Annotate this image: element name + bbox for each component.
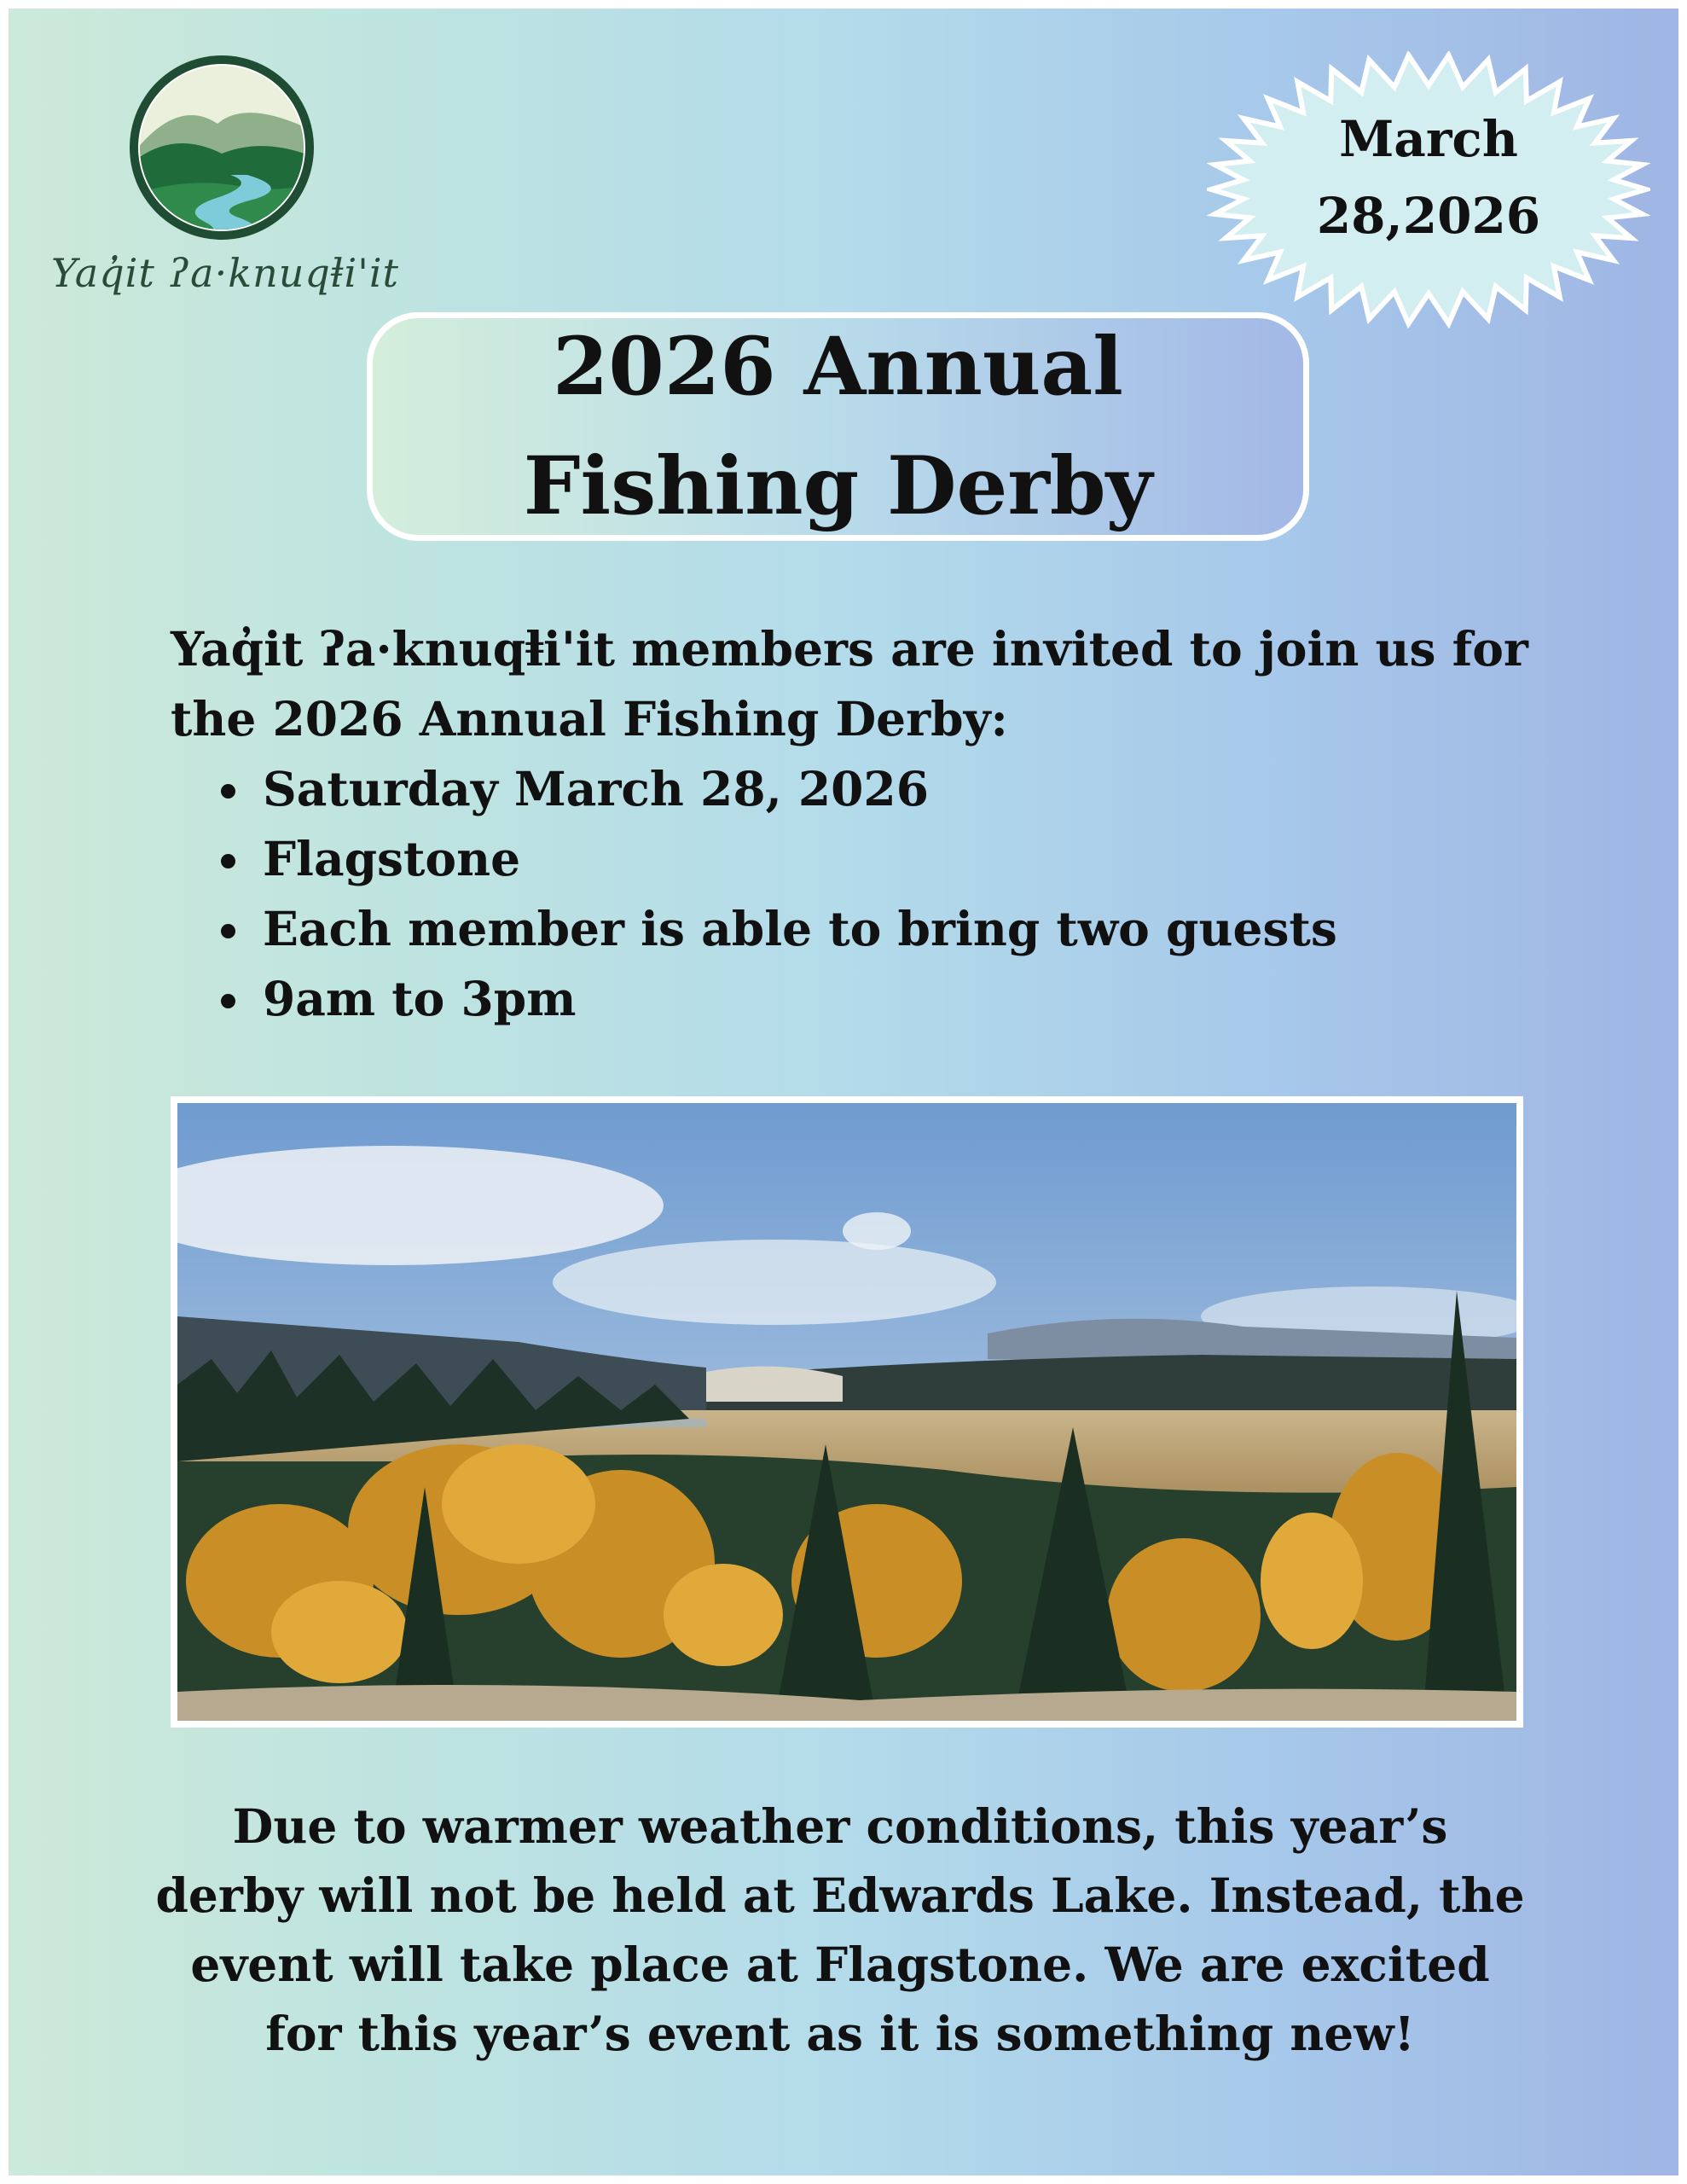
date-badge-text [1207, 101, 1650, 254]
detail-time: • 9am to 3pm [256, 964, 1535, 1034]
detail-guests: • Each member is able to bring two guests [256, 894, 1535, 964]
date-badge-day-year: 28,2026 [1316, 187, 1541, 245]
page-title: 2026 Annual Fishing Derby [523, 320, 1153, 533]
landscape-image [177, 1103, 1516, 1721]
detail-date: • Saturday March 28, 2026 [256, 754, 1535, 824]
title-banner [367, 312, 1309, 541]
landscape-photo [171, 1096, 1523, 1728]
detail-location: • Flagstone [256, 824, 1535, 894]
organization-logo [51, 47, 418, 328]
event-details-list [171, 754, 1535, 1034]
logo-wordmark: Yaq̓it ʔa·knuqⱡi'it [51, 250, 400, 296]
date-badge [1207, 51, 1650, 328]
flyer-page [9, 9, 1678, 2175]
logo-emblem-icon [51, 47, 418, 252]
location-change-notice: Due to warmer weather conditions, this year’s derby will not be held at Edwards Lake. Instead, the event will take place at Flagstone. We are excited for this year’s event as it is something new! [155, 1798, 1525, 2061]
date-badge-month: March [1339, 110, 1518, 168]
invitation-text: Yaq̓it ʔa·knuqⱡi'it members are invited to join us for the 2026 Annual Fishing Derby: [171, 621, 1528, 746]
invitation-section [171, 614, 1535, 1034]
